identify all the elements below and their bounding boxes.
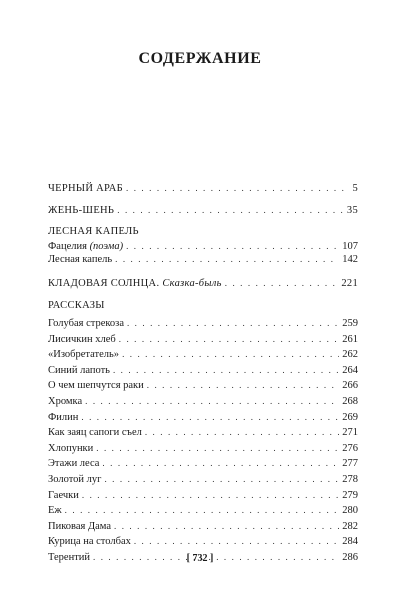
toc-entry-page: 282: [342, 520, 358, 532]
toc-entry-page: 278: [342, 474, 358, 485]
toc-entry-title: «Изобретатель»: [48, 349, 120, 361]
toc-leader-dots: [104, 471, 339, 487]
toc-entry-title: Голубая стрекоза: [48, 318, 124, 329]
toc-entry-title: Филин: [48, 411, 79, 423]
toc-entry-title: Терентий: [48, 552, 91, 563]
toc-entry-page: 269: [342, 411, 358, 423]
toc-entry-page: 266: [342, 380, 358, 392]
toc-entry-title: КЛАДОВАЯ СОЛНЦА. Сказка-быль: [48, 278, 222, 289]
section-heading-lesnaya: ЛЕСНАЯ КАПЕЛЬ: [48, 226, 139, 237]
toc-leader-dots: [114, 518, 339, 534]
toc-entry: [48, 346, 358, 362]
toc-leader-dots: [102, 455, 339, 471]
toc-entry-title: Пиковая Дама: [48, 520, 112, 532]
toc-entry-title: Лисичкин хлеб: [48, 333, 116, 345]
toc-entry-title: ЖЕНЬ-ШЕНЬ: [48, 205, 115, 216]
toc-entry-title: Курица на столбах: [48, 536, 131, 548]
toc-entry-page: 262: [342, 349, 358, 361]
toc-entry-title: Еж: [48, 505, 62, 517]
page-number: [ 732 ]: [186, 553, 214, 564]
toc-entry-page: 35: [346, 205, 358, 216]
toc-leader-dots: [126, 180, 349, 196]
toc-leader-dots: [122, 346, 339, 362]
toc-leader-dots: [127, 315, 339, 331]
toc-entry-title: Лесная капель: [48, 254, 113, 265]
toc-leader-dots: [225, 275, 339, 291]
toc-entry-page: 286: [342, 552, 358, 563]
toc-entry-title: Золотой луг: [48, 474, 102, 485]
toc-entry-title: Этажи леса: [48, 458, 100, 470]
toc-leader-dots: [145, 424, 339, 440]
toc-entry: [48, 331, 358, 347]
toc-leader-dots: [96, 440, 339, 456]
toc-entry: [48, 518, 358, 534]
toc-entry-page: 276: [342, 442, 358, 454]
toc-entry: [48, 251, 358, 267]
toc-entry: [48, 275, 358, 291]
toc-leader-dots: [115, 251, 339, 267]
toc-entry-title: Гаечки: [48, 489, 79, 501]
toc-leader-dots: [117, 202, 344, 218]
toc-leader-dots: [81, 409, 339, 425]
toc-entry-title: Фацелия (поэма): [48, 241, 124, 252]
toc-leader-dots: [65, 502, 340, 518]
toc-leader-dots: [82, 487, 339, 503]
toc-entry-page: 284: [342, 536, 358, 548]
toc-entry: [48, 202, 358, 218]
toc-leader-dots: [113, 362, 339, 378]
toc-entry-page: 279: [342, 489, 358, 501]
toc-entry-page: 107: [342, 241, 358, 252]
toc-entry-page: 271: [342, 427, 358, 439]
toc-entry-page: 5: [352, 183, 358, 194]
toc-entry: [48, 471, 358, 487]
toc-leader-dots: [85, 393, 339, 409]
toc-entry: [48, 180, 358, 196]
toc-entry-page: 280: [342, 505, 358, 517]
toc-entry: [48, 533, 358, 549]
toc-entry-title: Хлопунки: [48, 442, 94, 454]
toc-entry-page: 268: [342, 396, 358, 407]
toc-entry: [48, 455, 358, 471]
toc-entry-title: О чем шепчутся раки: [48, 380, 144, 392]
toc-entry-page: 259: [342, 318, 358, 329]
toc-entry: [48, 409, 358, 425]
toc-entry: [48, 393, 358, 409]
toc-leader-dots: [134, 533, 339, 549]
toc-entry: [48, 315, 358, 331]
toc-entry: [48, 424, 358, 440]
toc-entry-title: Хромка: [48, 396, 83, 407]
toc-entry-title: Синий лапоть: [48, 364, 110, 376]
toc-entry-page: 277: [342, 458, 358, 470]
toc-entry: [48, 487, 358, 503]
toc-entry-page: 261: [342, 333, 358, 345]
toc-leader-dots: [119, 331, 339, 347]
toc-entry-page: 221: [341, 278, 358, 289]
toc-entry-page: 142: [342, 254, 358, 265]
toc-entry: [48, 377, 358, 393]
section-heading-rasskazy: РАССКАЗЫ: [48, 300, 105, 311]
toc-entry-title: ЧЕРНЫЙ АРАБ: [48, 183, 124, 194]
toc-entry: [48, 502, 358, 518]
toc-entry: [48, 440, 358, 456]
toc-entry: [48, 362, 358, 378]
toc-entry-page: 264: [342, 364, 358, 376]
page-title: СОДЕРЖАНИЕ: [138, 50, 262, 67]
toc-leader-dots: [147, 377, 339, 393]
toc-entry-title: Как заяц сапоги съел: [48, 427, 142, 439]
